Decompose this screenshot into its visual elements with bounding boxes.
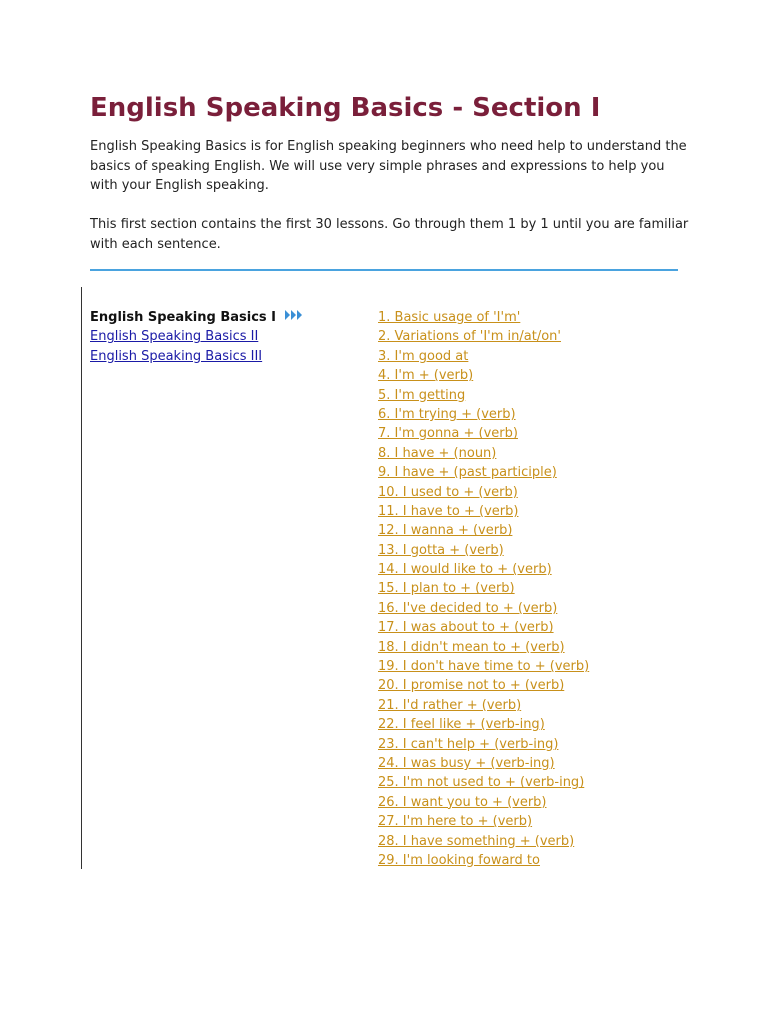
lesson-item (378, 463, 738, 482)
lesson-link[interactable]: 3. I'm good at (378, 348, 469, 364)
lesson-link[interactable]: 27. I'm here to + (verb) (378, 814, 533, 830)
lesson-list (378, 308, 738, 870)
lesson-link[interactable]: 10. I used to + (verb) (378, 484, 518, 500)
lesson-link[interactable]: 1. Basic usage of 'I'm' (378, 310, 521, 325)
lesson-link[interactable]: 13. I gotta + (verb) (378, 542, 504, 558)
lesson-link[interactable]: 11. I have to + (verb) (378, 503, 519, 519)
lesson-link[interactable]: 25. I'm not used to + (verb-ing) (378, 775, 585, 791)
lesson-link[interactable]: 29. I'm looking foward to (378, 852, 540, 868)
lesson-link[interactable]: 15. I plan to + (verb) (378, 581, 515, 597)
lesson-link[interactable]: 7. I'm gonna + (verb) (378, 426, 518, 442)
lesson-item (378, 405, 738, 424)
lesson-link[interactable]: 14. I would like to + (verb) (378, 562, 552, 578)
lesson-item (378, 599, 738, 618)
lesson-link[interactable]: 24. I was busy + (verb-ing) (378, 755, 555, 771)
lesson-item (378, 502, 738, 521)
lesson-item (378, 735, 738, 754)
left-vertical-rule (81, 287, 82, 869)
section-nav-link-iii[interactable]: English Speaking Basics III (90, 348, 263, 364)
lesson-item (378, 521, 738, 540)
triple-chevron-right-icon (284, 308, 304, 327)
lesson-item (378, 386, 738, 405)
section-nav-item (90, 347, 360, 366)
intro-paragraph: English Speaking Basics is for English speaking beginners who need help to understand the basics of speaking English. We will use very simple phrases and expressions to help you with your English speaking. (90, 139, 687, 193)
lesson-link[interactable]: 5. I'm getting (378, 387, 466, 403)
lesson-link[interactable]: 21. I'd rather + (verb) (378, 697, 522, 713)
page-title: English Speaking Basics - Section I (90, 93, 601, 123)
lesson-item (378, 676, 738, 695)
lesson-item (378, 851, 738, 870)
section-nav-link-ii[interactable]: English Speaking Basics II (90, 329, 259, 345)
lesson-item (378, 444, 738, 463)
lesson-link[interactable]: 28. I have something + (verb) (378, 833, 575, 849)
lesson-item (378, 347, 738, 366)
section-divider (90, 269, 678, 271)
lesson-link[interactable]: 9. I have + (past participle) (378, 465, 557, 481)
lesson-link[interactable]: 17. I was about to + (verb) (378, 620, 554, 636)
lesson-item (378, 657, 738, 676)
lesson-item (378, 812, 738, 831)
lesson-item (378, 366, 738, 385)
lesson-item (378, 773, 738, 792)
lesson-item (378, 327, 738, 346)
lesson-item (378, 424, 738, 443)
lesson-item (378, 754, 738, 773)
lesson-item (378, 579, 738, 598)
lesson-link[interactable]: 20. I promise not to + (verb) (378, 678, 565, 694)
lesson-link[interactable]: 12. I wanna + (verb) (378, 523, 513, 539)
lesson-item (378, 638, 738, 657)
lesson-item (378, 618, 738, 637)
section-nav-item (90, 327, 360, 346)
lesson-item (378, 832, 738, 851)
lesson-link[interactable]: 22. I feel like + (verb-ing) (378, 717, 545, 733)
lesson-item (378, 715, 738, 734)
lesson-link[interactable]: 16. I've decided to + (verb) (378, 600, 558, 616)
section-nav-item-current (90, 308, 360, 327)
lesson-link[interactable]: 8. I have + (noun) (378, 445, 497, 461)
lesson-item (378, 541, 738, 560)
section-nav-current-label: English Speaking Basics I (90, 310, 276, 326)
section-nav (90, 308, 360, 366)
lesson-link[interactable]: 6. I'm trying + (verb) (378, 406, 516, 422)
intro-paragraph-lessons: This first section contains the first 30 lessons. Go through them 1 by 1 until you are familiar with each sentence. (90, 217, 689, 252)
lesson-link[interactable]: 26. I want you to + (verb) (378, 794, 547, 810)
lesson-link[interactable]: 2. Variations of 'I'm in/at/on' (378, 329, 561, 345)
lesson-item (378, 483, 738, 502)
lesson-link[interactable]: 4. I'm + (verb) (378, 368, 474, 384)
lesson-item (378, 793, 738, 812)
lesson-link[interactable]: 23. I can't help + (verb-ing) (378, 736, 559, 752)
lesson-link[interactable]: 18. I didn't mean to + (verb) (378, 639, 565, 655)
lesson-item (378, 560, 738, 579)
lesson-link[interactable]: 19. I don't have time to + (verb) (378, 659, 590, 675)
lesson-item (378, 696, 738, 715)
lesson-item (378, 308, 738, 327)
